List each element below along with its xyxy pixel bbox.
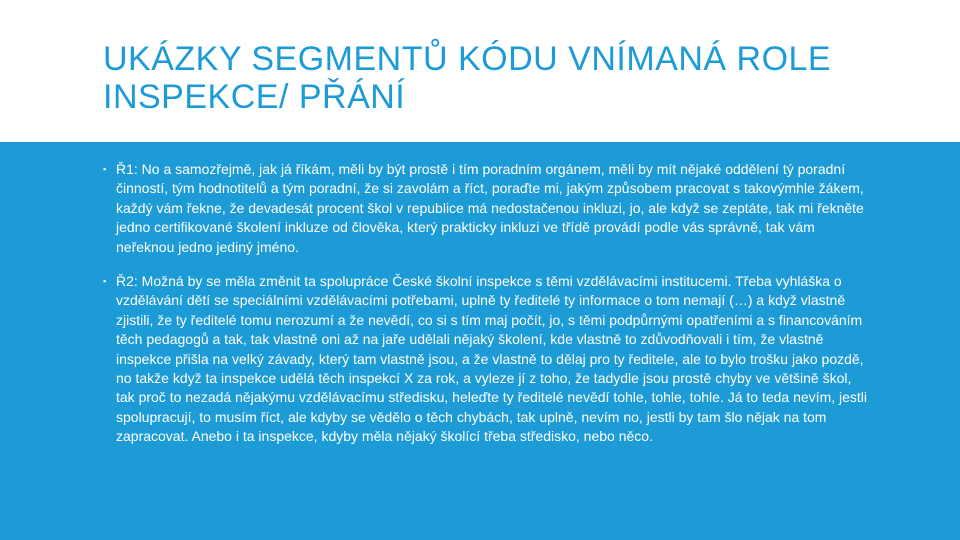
bullet-item-r2 (103, 272, 873, 447)
bullet-icon: ▪ (103, 276, 107, 287)
bullet-text: Ř2: Možná by se měla změnit ta spolupráce České školní inspekce s těmi vzdělávacími institucemi. Třeba vyhláška o vzdělávání dětí se speciálními vzdělávacími potřebami, uplně ty ředitelé ty informace o tom nemají (…) a když vlastně zjistili, že ty ředitelé tomu nerozumí a že nevědí, co si s tím maj počít, jo, s těmi podpůrnými opatřeními a s financováním těch pedagogů a tak, tak vlastně oni až na jaře udělali nějaký školení, kde vlastně to zdůvodňovali i tím, že vlastně inspekce přišla na velký závady, který tam vlastně jsou, a že vlastně to dělaj pro ty ředitele, ale to bylo trošku jako pozdě, no takže když ta inspekce udělá těch inspekcí X za rok, a vyleze jí z toho, že tadydle jsou prostě chyby ve většině škol, tak proč to nezadá nějakýmu vzdělávacímu středisku, heleďte ty ředitelé nevědí tohle, tohle, tohle. Já to teda nevím, jestli spolupracují, to musím říct, ale kdyby se vědělo o těch chybách, tak uplně, nevím no, jestli by tam šlo nějak na tom zapracovat. Anebo i ta inspekce, kdyby měla nějaký školící třeba středisko, nebo něco. (116, 273, 868, 445)
bullet-icon: ▪ (103, 164, 107, 174)
bullet-text: Ř1: No a samozřejmě, jak já říkám, měli by být prostě i tím poradním orgánem, měli by mít nějaké oddělení tý poradní činností, tým hodnotitelů a tým poradní, že si zavolám a říct, poraďte mi, jakým způsobem pracovat s takovýmhle žákem, každý vám řekne, že devadesát procent škol v republice má nedostačenou inkluzi, jo, ale když se zeptáte, tak mi řekněte jedno certifikované školení inkluze od člověka, který prakticky inkluzi ve třídě provádí podle vás správně, tak vám neřeknou jedno jediný jméno. (116, 161, 864, 255)
slide-title: UKÁZKY SEGMENTŮ KÓDU VNÍMANÁ ROLE INSPEKCE/ PŘÁNÍ (103, 40, 832, 116)
bullet-list (103, 160, 873, 462)
bullet-item-r1 (103, 160, 873, 257)
